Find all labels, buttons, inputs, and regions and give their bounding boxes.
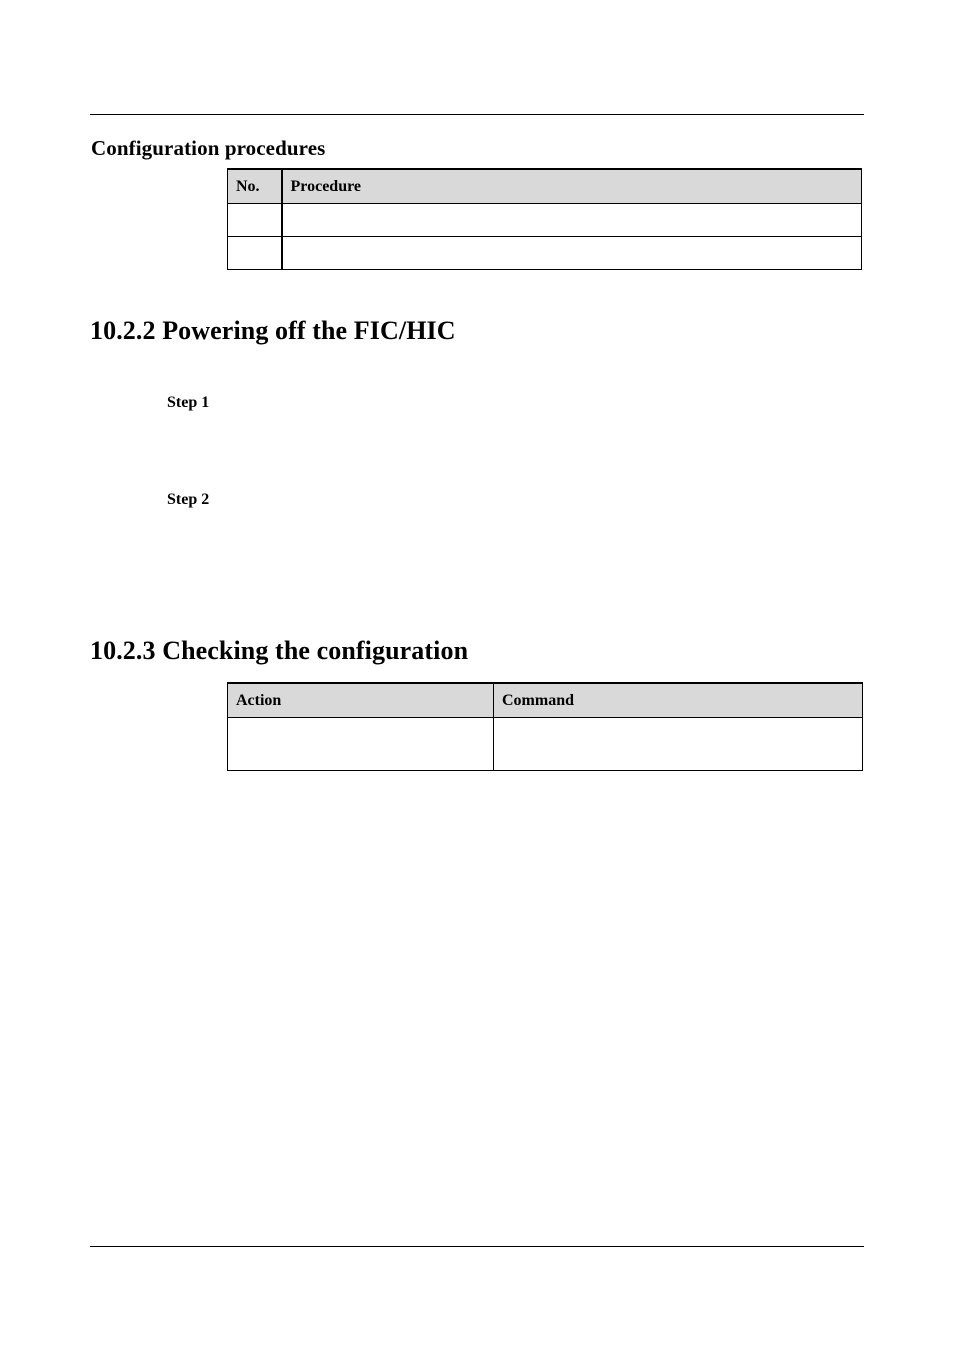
action-column-header: Action bbox=[228, 683, 494, 718]
footer-rule bbox=[90, 1246, 864, 1247]
action-cell bbox=[228, 718, 494, 771]
section-title-checking-configuration: 10.2.3 Checking the configuration bbox=[90, 636, 469, 665]
configuration-procedures-heading: Configuration procedures bbox=[91, 136, 326, 160]
table-row bbox=[228, 718, 863, 771]
procedure-table bbox=[227, 168, 862, 270]
procedure-number-cell bbox=[228, 237, 282, 270]
command-cell bbox=[494, 718, 863, 771]
procedure-text-cell bbox=[282, 237, 862, 270]
step-label: Step 1 bbox=[167, 394, 210, 411]
section-title-powering-off: 10.2.2 Powering off the FIC/HIC bbox=[90, 316, 456, 345]
table-row bbox=[228, 204, 862, 237]
command-column-header: Command bbox=[494, 683, 863, 718]
header-rule bbox=[90, 114, 864, 115]
table-row bbox=[228, 237, 862, 270]
check-table-header-row bbox=[228, 683, 863, 718]
no-column-header: No. bbox=[228, 169, 282, 204]
step-label: Step 2 bbox=[167, 491, 210, 508]
check-configuration-table bbox=[227, 682, 863, 771]
procedure-text-cell bbox=[282, 204, 862, 237]
procedure-column-header: Procedure bbox=[282, 169, 862, 204]
procedure-table-header-row bbox=[228, 169, 862, 204]
procedure-number-cell bbox=[228, 204, 282, 237]
